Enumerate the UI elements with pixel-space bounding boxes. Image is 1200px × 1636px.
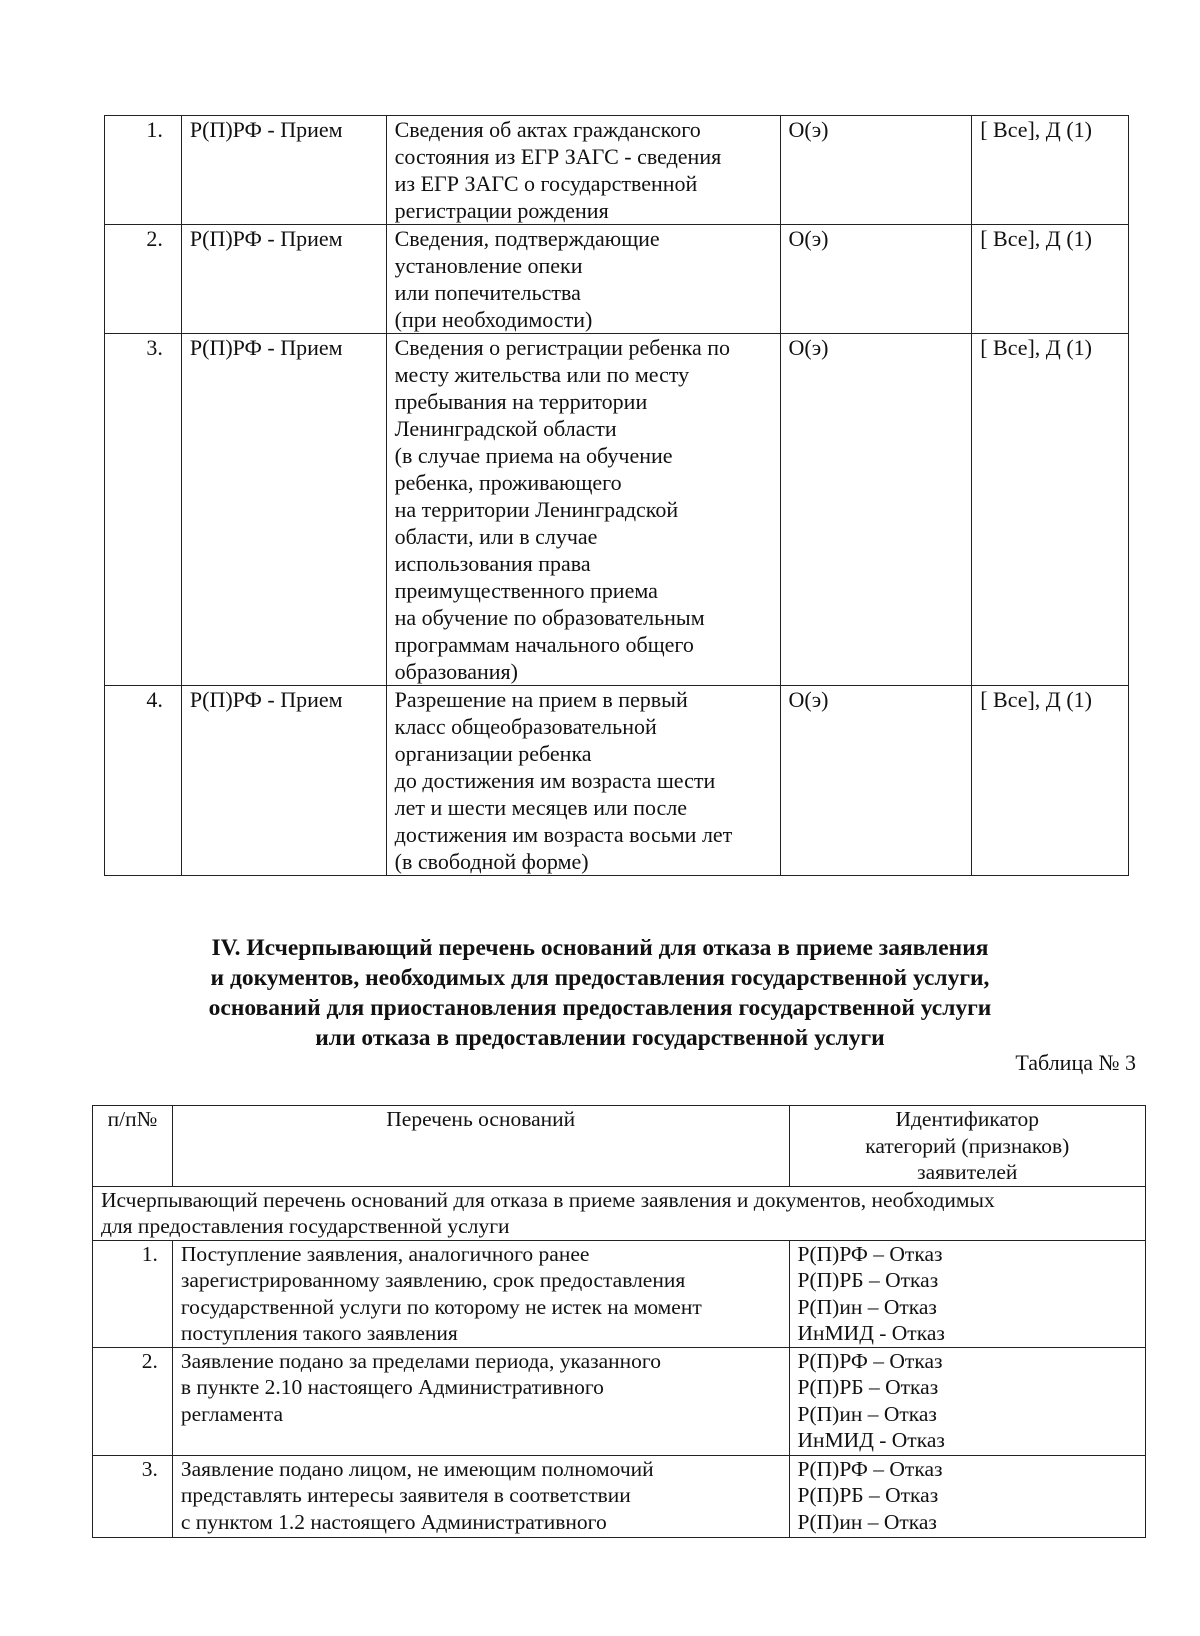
row-number: 2. <box>93 1347 173 1455</box>
row-number: 4. <box>105 686 182 876</box>
document-description: Разрешение на прием в первый класс общеобразовательной организации ребенка до достижения им возраста шести лет и шести месяцев или после достижения им возраста восьми лет (в свободной форме) <box>386 686 780 876</box>
row-number: 1. <box>93 1240 173 1347</box>
ground-text: Заявление подано за пределами периода, указанного в пункте 2.10 настоящего Административного регламента <box>172 1347 789 1455</box>
document-form: О(э) <box>780 334 972 686</box>
document-description: Сведения об актах гражданского состояния из ЕГР ЗАГС - сведения из ЕГР ЗАГС о государственной регистрации рождения <box>386 116 780 225</box>
applicant-category: Р(П)РФ - Прием <box>181 686 386 876</box>
group-title: Исчерпывающий перечень оснований для отказа в приеме заявления и документов, необходимых для предоставления государственной услуги <box>93 1186 1146 1240</box>
ground-text: Поступление заявления, аналогичного ранее зарегистрированному заявлению, срок предоставления государственной услуги по которому не истек на момент поступления такого заявления <box>172 1240 789 1347</box>
row-number: 2. <box>105 225 182 334</box>
header-identifier: Идентификатор категорий (признаков) заявителей <box>789 1106 1145 1187</box>
table-row <box>105 116 1129 225</box>
table-row <box>93 1347 1146 1455</box>
document-form: О(э) <box>780 116 972 225</box>
access-code: [ Все], Д (1) <box>972 116 1129 225</box>
table-row <box>105 225 1129 334</box>
document-description: Сведения, подтверждающие установление опеки или попечительства (при необходимости) <box>386 225 780 334</box>
applicant-category: Р(П)РФ - Прием <box>181 225 386 334</box>
group-title-row <box>93 1186 1146 1240</box>
access-code: [ Все], Д (1) <box>972 686 1129 876</box>
section-heading: IV. Исчерпывающий перечень оснований для отказа в приеме заявления и документов, необходимых для предоставления государственной услуги, оснований для приостановления предоставления государственной услуги или отказа в предоставлении государственной услуги <box>208 935 992 1051</box>
table-row <box>93 1240 1146 1347</box>
table-row <box>93 1455 1146 1537</box>
access-code: [ Все], Д (1) <box>972 225 1129 334</box>
table-header-row <box>93 1106 1146 1187</box>
table-row <box>105 686 1129 876</box>
refusal-grounds-table <box>92 1105 1146 1538</box>
row-number: 1. <box>105 116 182 225</box>
documents-table <box>104 115 1129 876</box>
access-code: [ Все], Д (1) <box>972 334 1129 686</box>
category-identifiers: Р(П)РФ – Отказ Р(П)РБ – Отказ Р(П)ин – Отказ ИнМИД - Отказ <box>789 1347 1145 1455</box>
category-identifiers: Р(П)РФ – Отказ Р(П)РБ – Отказ Р(П)ин – Отказ ИнМИД - Отказ <box>789 1240 1145 1347</box>
table-caption: Таблица № 3 <box>1015 1050 1136 1075</box>
category-identifiers: Р(П)РФ – Отказ Р(П)РБ – Отказ Р(П)ин – Отказ <box>789 1455 1145 1537</box>
document-form: О(э) <box>780 225 972 334</box>
document-description: Сведения о регистрации ребенка по месту жительства или по месту пребывания на территории Ленинградской области (в случае приема на обучение ребенка, проживающего на территории Ленинградской области, или в случае использования права преимущественного приема на обучение по образовательным программам начального общего образования) <box>386 334 780 686</box>
row-number: 3. <box>105 334 182 686</box>
document-form: О(э) <box>780 686 972 876</box>
applicant-category: Р(П)РФ - Прием <box>181 334 386 686</box>
header-grounds-list: Перечень оснований <box>172 1106 789 1187</box>
header-number: п/п№ <box>93 1106 173 1187</box>
applicant-category: Р(П)РФ - Прием <box>181 116 386 225</box>
row-number: 3. <box>93 1455 173 1537</box>
table-row <box>105 334 1129 686</box>
ground-text: Заявление подано лицом, не имеющим полномочий представлять интересы заявителя в соответствии с пунктом 1.2 настоящего Административного <box>172 1455 789 1537</box>
